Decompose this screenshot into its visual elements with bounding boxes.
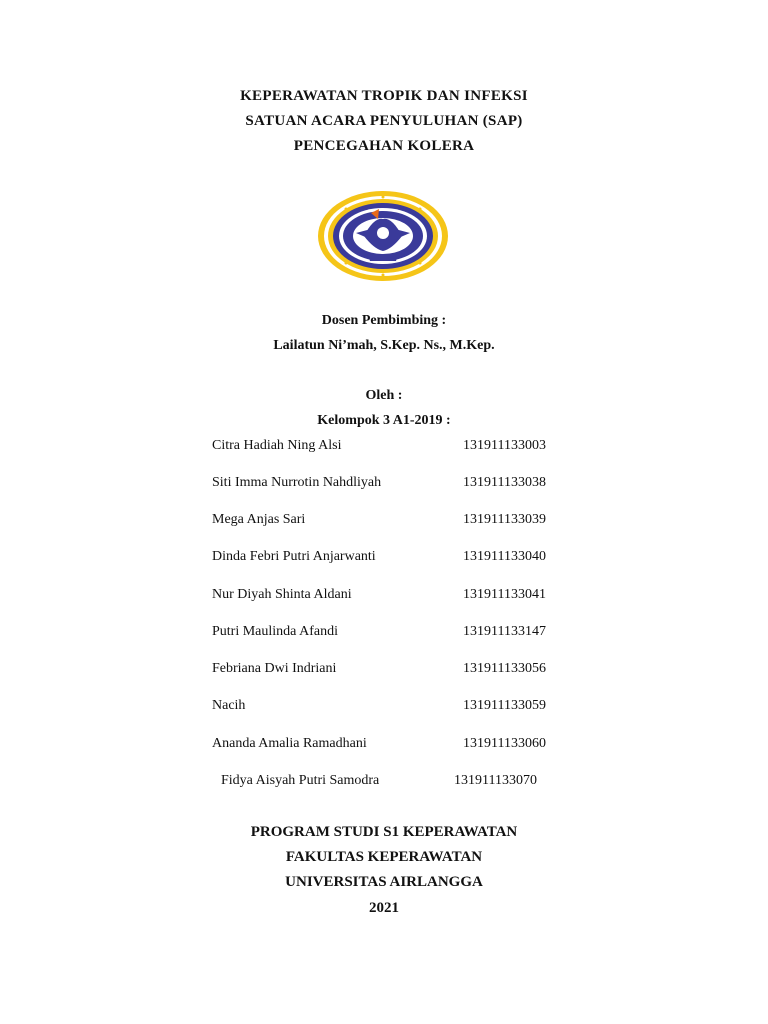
member-nim: 131911133041 — [463, 587, 546, 602]
member-name: Citra Hadiah Ning Alsi — [212, 438, 342, 453]
member-name: Febriana Dwi Indriani — [212, 661, 337, 676]
member-name: Fidya Aisyah Putri Samodra — [221, 773, 380, 788]
member-nim: 131911133040 — [463, 549, 546, 564]
member-name: Siti Imma Nurrotin Nahdliyah — [212, 475, 382, 490]
course-title: KEPERAWATAN TROPIK DAN INFEKSI — [240, 88, 528, 104]
member-nim: 131911133070 — [454, 773, 537, 788]
member-name: Mega Anjas Sari — [212, 512, 306, 527]
member-nim: 131911133056 — [463, 661, 546, 676]
university-name: UNIVERSITAS AIRLANGGA — [285, 874, 483, 890]
document-type-title: SATUAN ACARA PENYULUHAN (SAP) — [245, 113, 523, 129]
member-name: Ananda Amalia Ramadhani — [212, 736, 367, 751]
topic-title: PENCEGAHAN KOLERA — [293, 138, 475, 154]
study-program: PROGRAM STUDI S1 KEPERAWATAN — [250, 824, 518, 840]
member-nim: 131911133039 — [463, 512, 546, 527]
university-seal-icon — [316, 189, 450, 283]
group-label: Kelompok 3 A1-2019 : — [317, 413, 451, 428]
member-nim: 131911133038 — [463, 475, 546, 490]
member-name: Nur Diyah Shinta Aldani — [212, 587, 352, 602]
supervisor-label: Dosen Pembimbing : — [321, 313, 447, 328]
member-name: Nacih — [212, 698, 246, 713]
member-name: Putri Maulinda Afandi — [212, 624, 338, 639]
member-nim: 131911133060 — [463, 736, 546, 751]
document-year: 2021 — [369, 900, 399, 916]
member-name: Dinda Febri Putri Anjarwanti — [212, 549, 376, 564]
faculty-name: FAKULTAS KEPERAWATAN — [285, 849, 483, 865]
member-nim: 131911133147 — [463, 624, 546, 639]
supervisor-name: Lailatun Ni’mah, S.Kep. Ns., M.Kep. — [273, 338, 495, 353]
member-nim: 131911133003 — [463, 438, 546, 453]
member-nim: 131911133059 — [463, 698, 546, 713]
authors-label: Oleh : — [365, 388, 403, 403]
